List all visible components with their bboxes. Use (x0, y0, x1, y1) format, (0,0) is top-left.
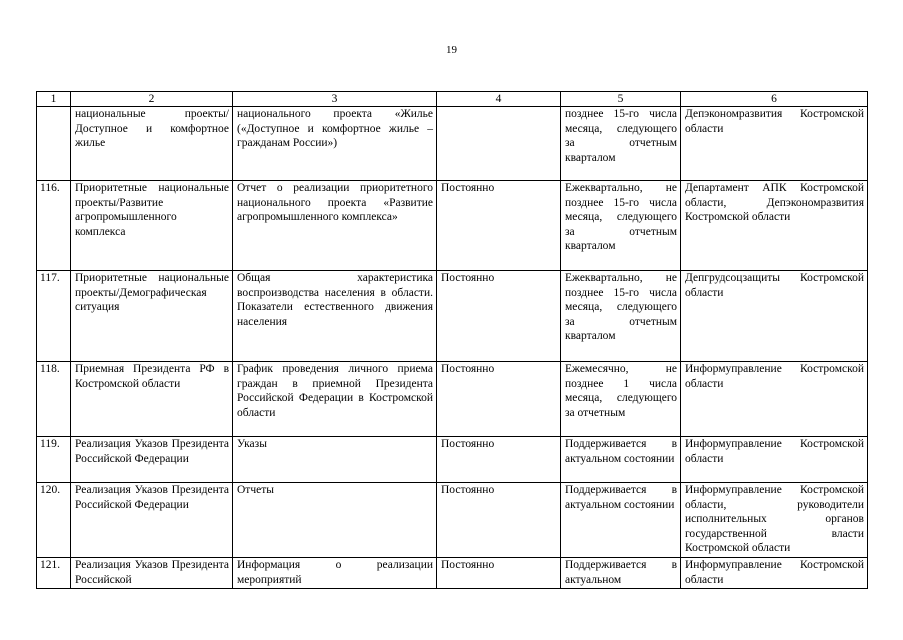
row-number: 118. (37, 362, 71, 437)
column-header: 1 (37, 92, 71, 107)
section-cell: Реализация Указов Президента Российской (71, 558, 233, 589)
responsible-cell: Департамент АПК Костромской области, Депэкономразвития Костромской области (681, 181, 868, 271)
period-cell: Постоянно (437, 181, 561, 271)
table-row (37, 271, 868, 362)
deadline-cell: позднее 15-го числа месяца, следующего за отчетным кварталом (561, 107, 681, 181)
row-number: 119. (37, 437, 71, 483)
period-cell (437, 107, 561, 181)
document-cell: национального проекта «Жилье («Доступное и комфортное жилье – гражданам России») (233, 107, 437, 181)
column-header: 4 (437, 92, 561, 107)
deadline-cell: Ежеквартально, не позднее 15-го числа месяца, следующего за отчетным кварталом (561, 181, 681, 271)
deadline-cell: Ежемесячно, не позднее 1 числа месяца, следующего за отчетным (561, 362, 681, 437)
section-cell: национальные проекты/Доступное и комфортное жилье (71, 107, 233, 181)
responsible-cell: Депэкономразвития Костромской области (681, 107, 868, 181)
document-cell: Информация о реализации мероприятий (233, 558, 437, 589)
deadline-cell: Ежеквартально, не позднее 15-го числа месяца, следующего за отчетным кварталом (561, 271, 681, 362)
section-cell: Реализация Указов Президента Российской Федерации (71, 437, 233, 483)
table-row (37, 483, 868, 558)
responsible-cell: Информуправление Костромской области, руководители исполнительных органов государственной власти Костромской области (681, 483, 868, 558)
row-number: 121. (37, 558, 71, 589)
column-header: 2 (71, 92, 233, 107)
document-cell: Отчет о реализации приоритетного национального проекта «Развитие агропромышленного комплекса» (233, 181, 437, 271)
period-cell: Постоянно (437, 271, 561, 362)
responsible-cell: Информуправление Костромской области (681, 558, 868, 589)
document-cell: График проведения личного приема граждан в приемной Президента Российской Федерации в Костромской области (233, 362, 437, 437)
deadline-cell: Поддерживается в актуальном состоянии (561, 483, 681, 558)
row-number: 117. (37, 271, 71, 362)
column-header: 3 (233, 92, 437, 107)
section-cell: Приоритетные национальные проекты/Демографическая ситуация (71, 271, 233, 362)
section-cell: Приемная Президента РФ в Костромской области (71, 362, 233, 437)
period-cell: Постоянно (437, 437, 561, 483)
section-cell: Реализация Указов Президента Российской Федерации (71, 483, 233, 558)
row-number (37, 107, 71, 181)
section-cell: Приоритетные национальные проекты/Развитие агропромышленного комплекса (71, 181, 233, 271)
period-cell: Постоянно (437, 483, 561, 558)
table-header-row (37, 92, 868, 107)
column-header: 5 (561, 92, 681, 107)
deadline-cell: Поддерживается в актуальном состоянии (561, 437, 681, 483)
table-row (37, 362, 868, 437)
responsible-cell: Информуправление Костромской области (681, 362, 868, 437)
document-cell: Отчеты (233, 483, 437, 558)
page-number: 19 (446, 44, 457, 56)
table-row (37, 107, 868, 181)
row-number: 116. (37, 181, 71, 271)
period-cell: Постоянно (437, 362, 561, 437)
table-row (37, 558, 868, 589)
document-cell: Общая характеристика воспроизводства населения в области. Показатели естественного движения населения (233, 271, 437, 362)
responsible-cell: Информуправление Костромской области (681, 437, 868, 483)
row-number: 120. (37, 483, 71, 558)
table-row (37, 437, 868, 483)
deadline-cell: Поддерживается в актуальном (561, 558, 681, 589)
period-cell: Постоянно (437, 558, 561, 589)
responsible-cell: Депгрудсоцзащиты Костромской области (681, 271, 868, 362)
registry-table (36, 91, 868, 589)
document-cell: Указы (233, 437, 437, 483)
column-header: 6 (681, 92, 868, 107)
table-row (37, 181, 868, 271)
